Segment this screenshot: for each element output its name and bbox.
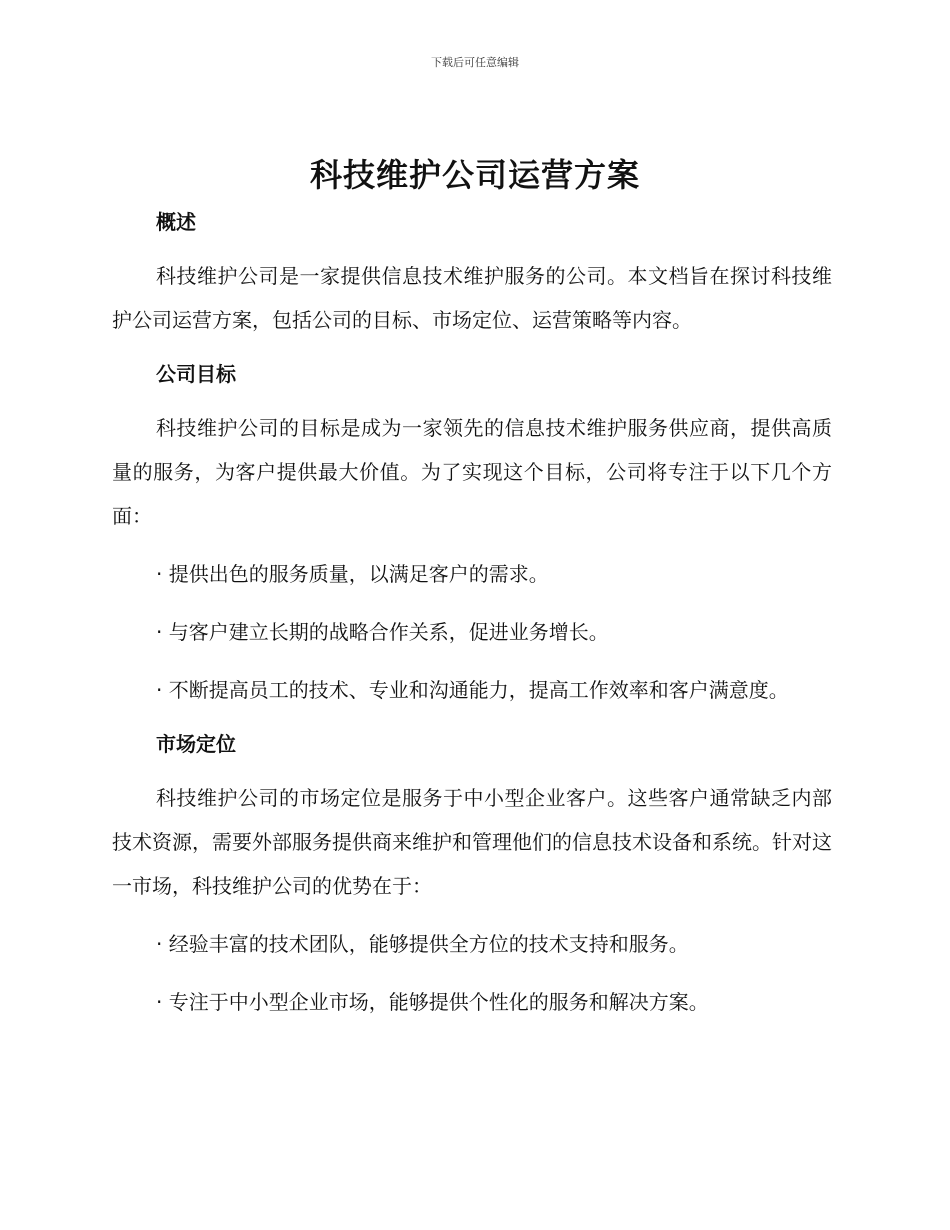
section-heading-market-positioning: 市场定位 bbox=[156, 732, 236, 756]
section-heading-company-goals: 公司目标 bbox=[156, 362, 236, 386]
list-item: · 经验丰富的技术团队，能够提供全方位的技术支持和服务。 bbox=[156, 932, 689, 956]
section-paragraph-market-positioning: 科技维护公司的市场定位是服务于中小型企业客户。这些客户通常缺乏内部技术资源，需要外部服务提供商来维护和管理他们的信息技术设备和系统。针对这一市场，科技维护公司的优势在于： bbox=[112, 786, 832, 898]
list-item: · 提供出色的服务质量，以满足客户的需求。 bbox=[156, 562, 549, 586]
list-item: · 不断提高员工的技术、专业和沟通能力，提高工作效率和客户满意度。 bbox=[156, 678, 789, 702]
document-title: 科技维护公司运营方案 bbox=[309, 156, 640, 194]
section-paragraph-company-goals: 科技维护公司的目标是成为一家领先的信息技术维护服务供应商，提供高质量的服务，为客户提供最大价值。为了实现这个目标，公司将专注于以下几个方面： bbox=[112, 416, 832, 528]
section-heading-overview: 概述 bbox=[156, 210, 196, 234]
list-item: · 与客户建立长期的战略合作关系，促进业务增长。 bbox=[156, 620, 609, 644]
document-body bbox=[112, 204, 832, 1024]
list-item: · 专注于中小型企业市场，能够提供个性化的服务和解决方案。 bbox=[156, 990, 709, 1014]
section-paragraph-overview: 科技维护公司是一家提供信息技术维护服务的公司。本文档旨在探讨科技维护公司运营方案，包括公司的目标、市场定位、运营策略等内容。 bbox=[112, 264, 832, 332]
header-note: 下载后可任意编辑 bbox=[431, 56, 519, 69]
